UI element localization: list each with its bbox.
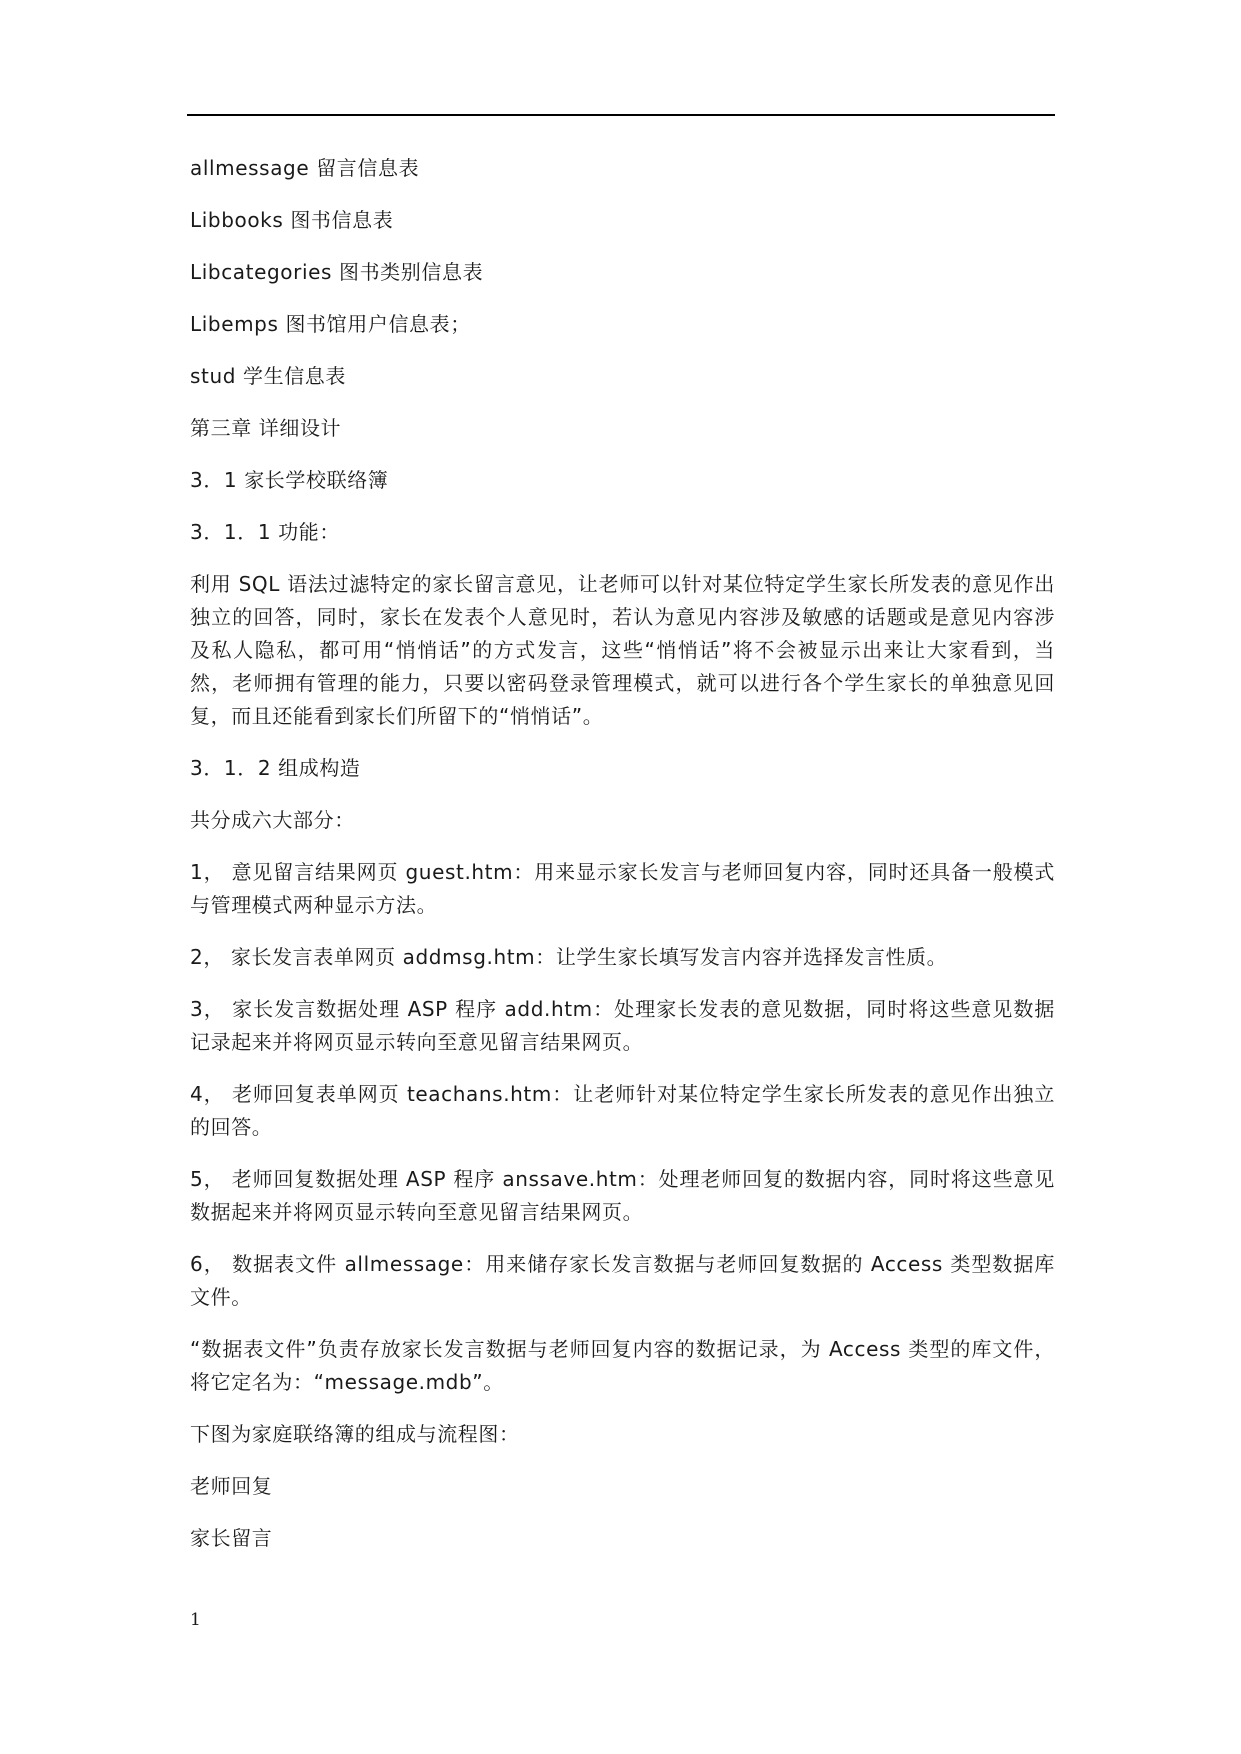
table-item-libemps: Libemps 图书馆用户信息表； [190, 312, 471, 336]
list-item: 2， 家长发言表单网页 addmsg.htm：让学生家长填写发言内容并选择发言性质。 [190, 945, 948, 969]
function-description: 利用 SQL 语法过滤特定的家长留言意见，让老师可以针对某位特定学生家长所发表的意见作出独立的回答，同时，家长在发表个人意见时，若认为意见内容涉及敏感的话题或是意见内容涉及私人隐私，都可用“悄悄话”的方式发言，这些“悄悄话”将不会被显示出来让大家看到，当然，老师拥有管理的能力，只要以密码登录管理模式，就可以进行各个学生家长的单独意见回复，而且还能看到家长们所留下的“悄悄话”。 [190, 572, 1055, 728]
structure-intro: 共分成六大部分： [190, 808, 355, 832]
table-item-allmessage: allmessage 留言信息表 [190, 156, 420, 180]
document-body [190, 152, 1055, 1574]
figure-label-parent-message: 家长留言 [190, 1526, 273, 1550]
table-item-stud: stud 学生信息表 [190, 364, 346, 388]
subsection-heading-function: 3．1．1 功能： [190, 520, 340, 544]
page-number: 1 [190, 1610, 201, 1630]
list-item: 1， 意见留言结果网页 guest.htm：用来显示家长发言与老师回复内容，同时还具备一般模式与管理模式两种显示方法。 [190, 860, 1055, 917]
section-heading: 3．1 家长学校联络簿 [190, 468, 389, 492]
subsection-heading-structure: 3．1．2 组成构造 [190, 756, 361, 780]
chapter-heading: 第三章 详细设计 [190, 416, 342, 440]
table-item-libbooks: Libbooks 图书信息表 [190, 208, 394, 232]
list-item: 6， 数据表文件 allmessage：用来储存家长发言数据与老师回复数据的 Access 类型数据库文件。 [190, 1252, 1055, 1309]
table-item-libcategories: Libcategories 图书类别信息表 [190, 260, 484, 284]
figure-label-teacher-reply: 老师回复 [190, 1474, 273, 1498]
header-rule [187, 114, 1055, 116]
list-item: 3， 家长发言数据处理 ASP 程序 add.htm：处理家长发表的意见数据，同时将这些意见数据记录起来并将网页显示转向至意见留言结果网页。 [190, 997, 1055, 1054]
data-file-description: “数据表文件”负责存放家长发言数据与老师回复内容的数据记录，为 Access 类型的库文件，将它定名为：“message.mdb”。 [190, 1337, 1055, 1394]
list-item: 5， 老师回复数据处理 ASP 程序 anssave.htm：处理老师回复的数据内容，同时将这些意见数据起来并将网页显示转向至意见留言结果网页。 [190, 1167, 1055, 1224]
list-item: 4， 老师回复表单网页 teachans.htm：让老师针对某位特定学生家长所发表的意见作出独立的回答。 [190, 1082, 1055, 1139]
figure-intro: 下图为家庭联络簿的组成与流程图： [190, 1422, 520, 1446]
